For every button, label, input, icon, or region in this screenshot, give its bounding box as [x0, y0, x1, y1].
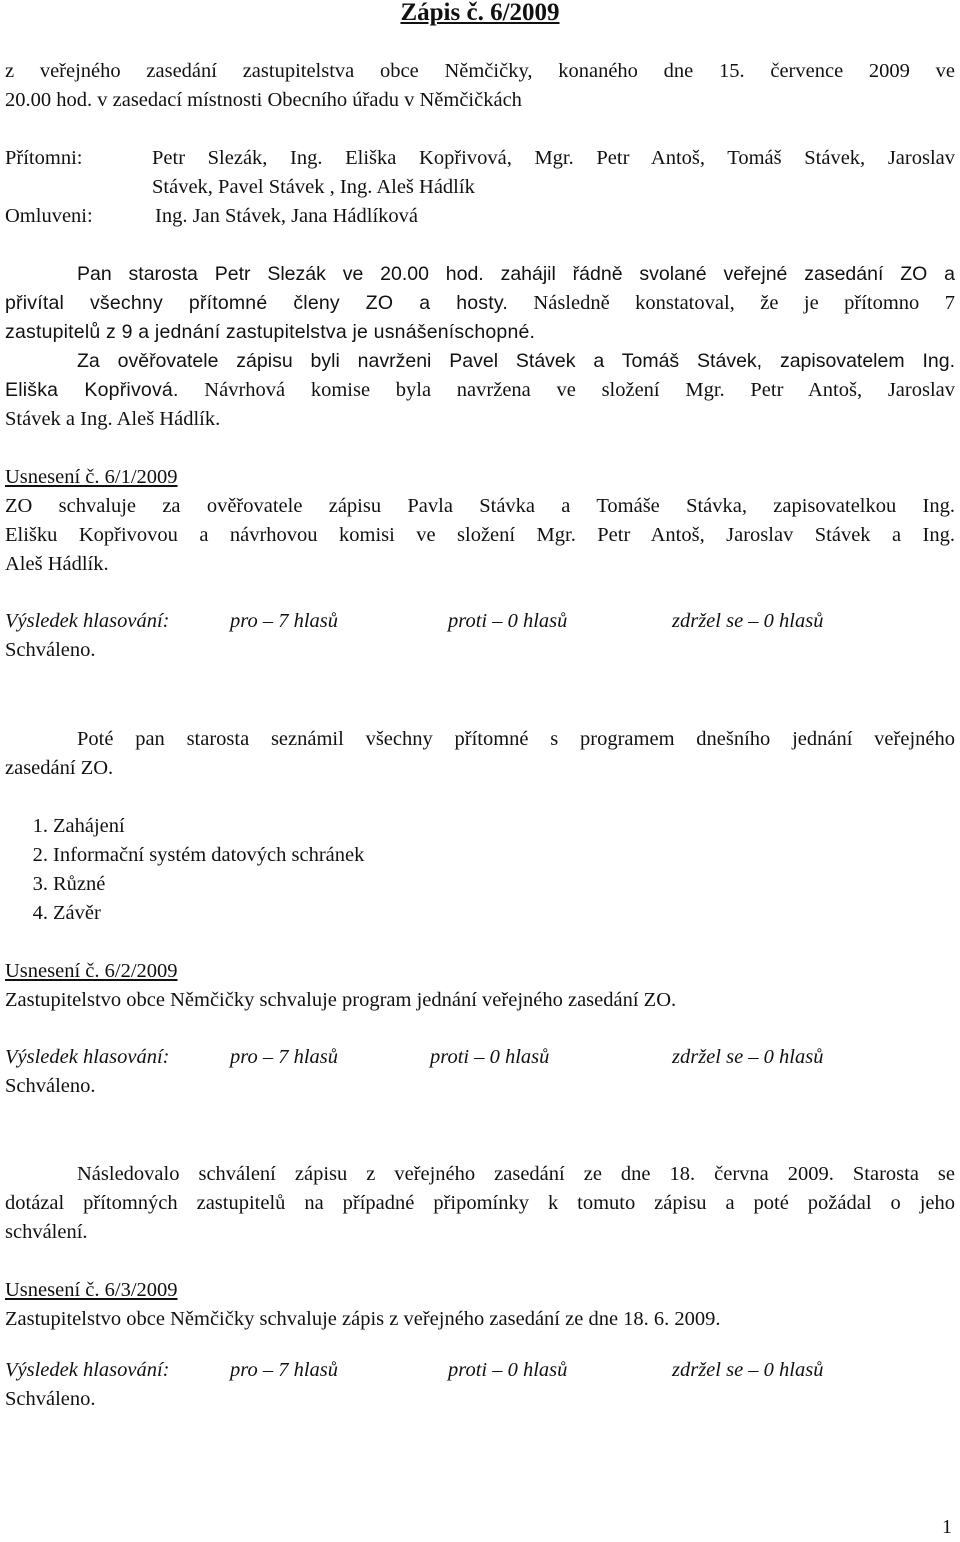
- resolution-3-text-1: Zastupitelstvo obce Němčičky schvaluje zápis z veřejného zasedání ze dne 18. 6. 2009.: [5, 1308, 721, 1330]
- resolution-1-vote-label: Výsledek hlasování:: [5, 610, 170, 632]
- resolution-3-vote-against: proti – 0 hlasů: [448, 1359, 568, 1381]
- opening-line-5: Eliška Kopřivová. Návrhová komise byla navržena ve složení Mgr. Petr Antoš, Jaroslav: [5, 379, 955, 401]
- resolution-1-result: Schváleno.: [5, 639, 96, 661]
- program-item-2: 2. Informační systém datových schránek: [32, 844, 365, 866]
- resolution-3-result: Schváleno.: [5, 1388, 96, 1410]
- excused-names: Ing. Jan Stávek, Jana Hádlíková: [155, 205, 419, 227]
- opening-line-3: zastupitelů z 9 a jednání zastupitelstva je usnášeníschopné.: [5, 321, 536, 343]
- program-intro-2: zasedání ZO.: [5, 757, 114, 779]
- resolution-1-vote-against: proti – 0 hlasů: [448, 610, 568, 632]
- resolution-3-heading: Usnesení č. 6/3/2009: [5, 1279, 178, 1301]
- resolution-2-vote-label: Výsledek hlasování:: [5, 1046, 170, 1068]
- opening-line-4: Za ověřovatele zápisu byli navrženi Pavel Stávek a Tomáš Stávek, zapisovatelem Ing.: [77, 350, 955, 372]
- resolution-3-vote-label: Výsledek hlasování:: [5, 1359, 170, 1381]
- previous-minutes-2: dotázal přítomných zastupitelů na případné připomínky k tomuto zápisu a poté požádal o jeho: [5, 1192, 955, 1214]
- opening-line-2: přivítal všechny přítomné členy ZO a hosty. Následně konstatoval, že je přítomno 7: [5, 292, 955, 314]
- opening-line-6: Stávek a Ing. Aleš Hádlík.: [5, 408, 221, 430]
- present-names-2: Stávek, Pavel Stávek , Ing. Aleš Hádlík: [152, 176, 475, 198]
- previous-minutes-3: schválení.: [5, 1221, 88, 1243]
- program-intro-1: Poté pan starosta seznámil všechny přítomné s programem dnešního jednání veřejného: [77, 728, 955, 750]
- resolution-3-vote-for: pro – 7 hlasů: [230, 1359, 339, 1381]
- resolution-1-vote-for: pro – 7 hlasů: [230, 610, 339, 632]
- resolution-1-heading: Usnesení č. 6/1/2009: [5, 466, 178, 488]
- excused-label: Omluveni:: [5, 205, 93, 227]
- resolution-3-vote-abstain: zdržel se – 0 hlasů: [672, 1359, 824, 1381]
- resolution-1-text-2: Elišku Kopřivovou a návrhovou komisi ve složení Mgr. Petr Antoš, Jaroslav Stávek a Ing.: [5, 524, 955, 546]
- present-names-1: Petr Slezák, Ing. Eliška Kopřivová, Mgr. Petr Antoš, Tomáš Stávek, Jaroslav: [152, 147, 955, 169]
- program-item-1: 1. Zahájení: [32, 815, 125, 837]
- previous-minutes-1: Následovalo schválení zápisu z veřejného zasedání ze dne 18. června 2009. Starosta se: [77, 1163, 955, 1185]
- resolution-1-text-1: ZO schvaluje za ověřovatele zápisu Pavla Stávka a Tomáše Stávka, zapisovatelkou Ing.: [5, 495, 955, 517]
- page-number: 1: [942, 1516, 952, 1538]
- intro-line-1: z veřejného zasedání zastupitelstva obce Němčičky, konaného dne 15. července 2009 ve: [5, 60, 955, 82]
- resolution-2-vote-for: pro – 7 hlasů: [230, 1046, 339, 1068]
- resolution-1-vote-abstain: zdržel se – 0 hlasů: [672, 610, 824, 632]
- resolution-2-heading: Usnesení č. 6/2/2009: [5, 960, 178, 982]
- resolution-1-text-3: Aleš Hádlík.: [5, 553, 109, 575]
- intro-line-2: 20.00 hod. v zasedací místnosti Obecního úřadu v Němčičkách: [5, 89, 522, 111]
- document-title: Zápis č. 6/2009: [400, 0, 560, 26]
- resolution-2-vote-against: proti – 0 hlasů: [430, 1046, 550, 1068]
- present-label: Přítomni:: [5, 147, 83, 169]
- resolution-2-text-1: Zastupitelstvo obce Němčičky schvaluje program jednání veřejného zasedání ZO.: [5, 989, 677, 1011]
- program-item-4: 4. Závěr: [32, 902, 101, 924]
- resolution-2-result: Schváleno.: [5, 1075, 96, 1097]
- program-item-3: 3. Různé: [32, 873, 106, 895]
- resolution-2-vote-abstain: zdržel se – 0 hlasů: [672, 1046, 824, 1068]
- opening-line-1: Pan starosta Petr Slezák ve 20.00 hod. zahájil řádně svolané veřejné zasedání ZO a: [77, 263, 955, 285]
